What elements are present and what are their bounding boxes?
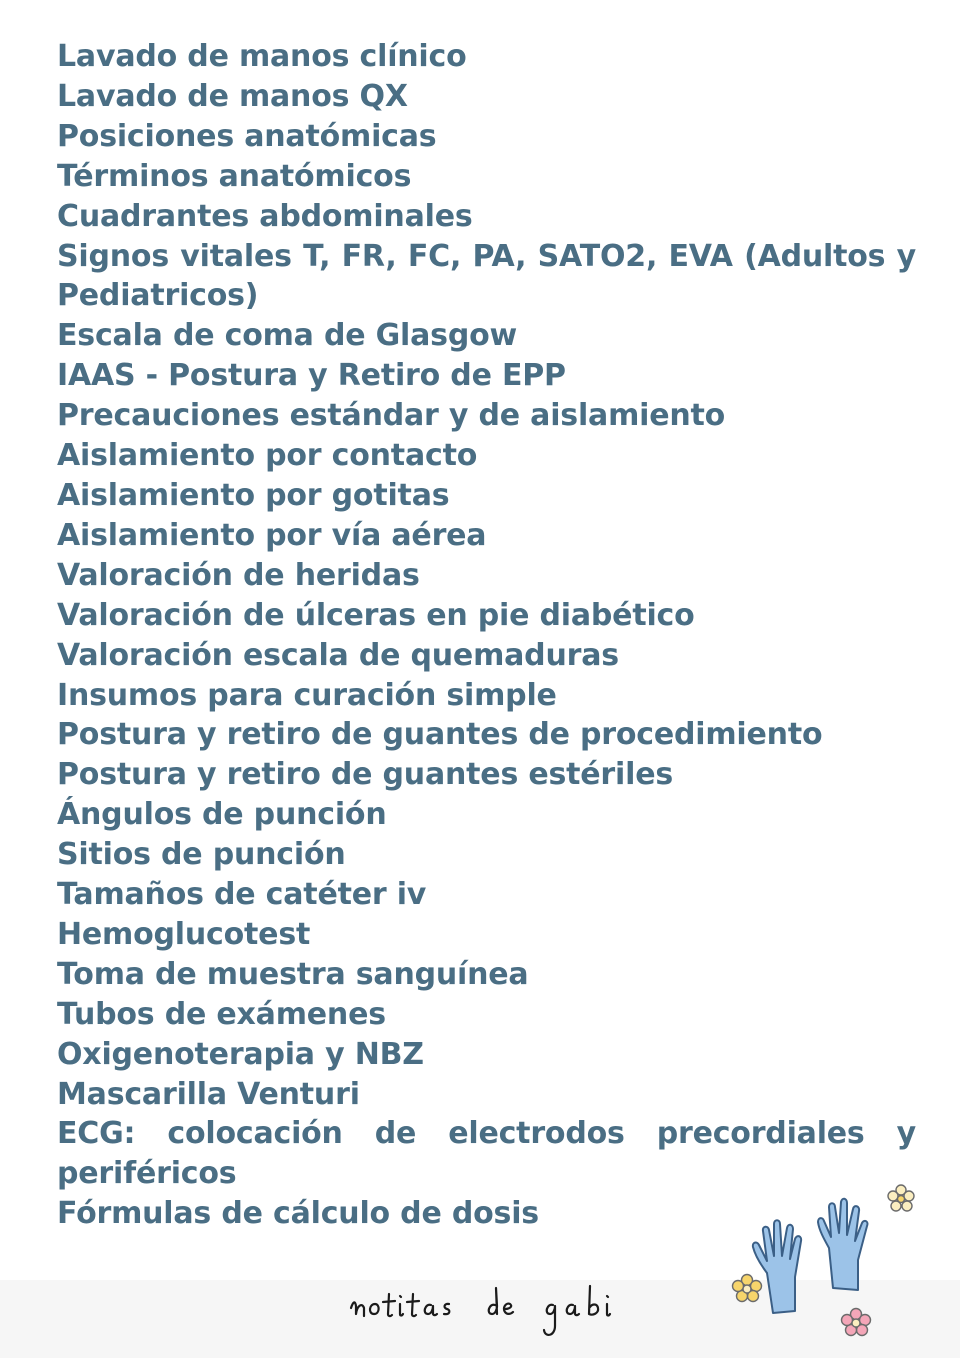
topic-item: Valoración escala de quemaduras <box>57 637 619 673</box>
topic-item: Precauciones estándar y de aislamiento <box>57 398 726 434</box>
topic-item: Insumos para curación simple <box>57 677 557 713</box>
topic-item: ECG: colocación de electrodos precordiales y periféricos <box>57 1116 916 1192</box>
topic-item: Hemoglucotest <box>57 916 311 952</box>
topic-item: IAAS - Postura y Retiro de EPP <box>57 358 566 394</box>
topic-item: Términos anatómicos <box>57 158 412 194</box>
topic-item: Ángulos de punción <box>57 797 387 833</box>
topic-item: Mascarilla Venturi <box>57 1076 360 1112</box>
topic-item: Lavado de manos QX <box>57 78 408 114</box>
topic-item: Cuadrantes abdominales <box>57 198 473 234</box>
topic-item: Postura y retiro de guantes estériles <box>57 757 673 793</box>
topic-item: Oxigenoterapia y NBZ <box>57 1036 424 1072</box>
topic-item: Fórmulas de cálculo de dosis <box>57 1196 539 1232</box>
topic-item: Toma de muestra sanguínea <box>57 956 529 992</box>
topic-item: Tubos de exámenes <box>57 996 386 1032</box>
topic-item: Aislamiento por gotitas <box>57 477 450 513</box>
topic-item: Escala de coma de Glasgow <box>57 318 518 354</box>
gloves-icon <box>725 1178 925 1348</box>
topic-item: Signos vitales T, FR, FC, PA, SATO2, EVA (Adultos y Pediatricos) <box>57 238 916 314</box>
topic-item: Aislamiento por contacto <box>57 438 478 474</box>
topic-item: Valoración de úlceras en pie diabético <box>57 597 695 633</box>
signature-handwriting <box>345 1268 630 1358</box>
flower-icon <box>733 1275 762 1302</box>
topic-item: Sitios de punción <box>57 837 346 873</box>
topic-item: Posiciones anatómicas <box>57 118 437 154</box>
topic-item: Tamaños de catéter iv <box>57 877 427 913</box>
flower-icon <box>842 1309 871 1336</box>
topic-item: Postura y retiro de guantes de procedimiento <box>57 717 823 753</box>
flower-icon <box>888 1185 914 1211</box>
topic-item: Aislamiento por vía aérea <box>57 517 487 553</box>
topic-item: Valoración de heridas <box>57 557 420 593</box>
topic-item: Lavado de manos clínico <box>57 39 467 74</box>
topic-list <box>57 37 916 1234</box>
